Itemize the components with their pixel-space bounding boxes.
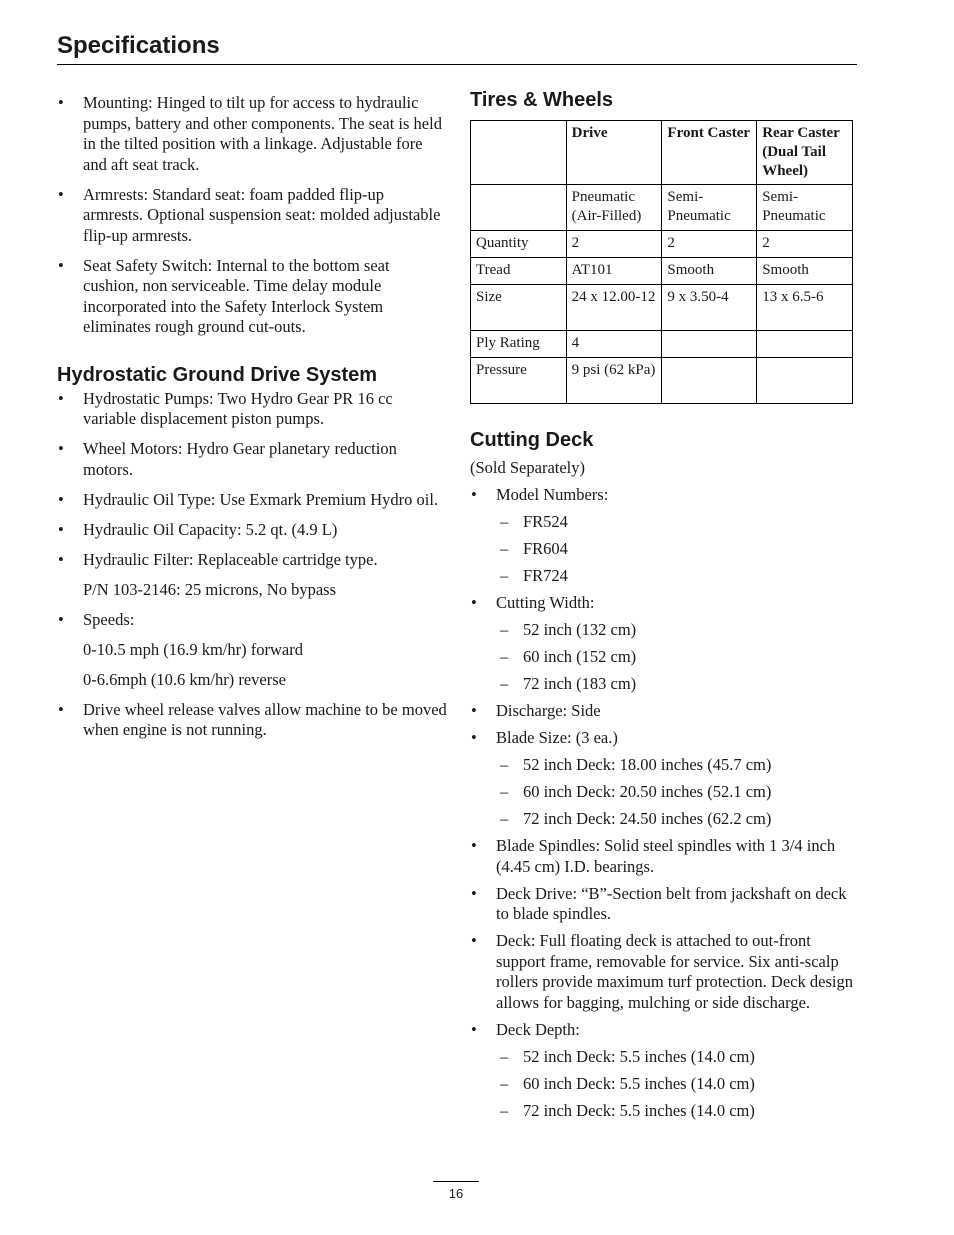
table-cell: [757, 331, 853, 358]
list-item: – 52 inch Deck: 18.00 inches (45.7 cm): [470, 755, 860, 776]
list-item-model-numbers: [470, 485, 860, 506]
table-cell: Ply Rating: [471, 331, 567, 358]
list-item-oil-capacity: • Hydraulic Oil Capacity: 5.2 qt. (4.9 L): [57, 520, 447, 541]
list-item: – FR524: [470, 512, 860, 533]
list-item-speeds: • Speeds:: [57, 610, 447, 631]
page-number: 16: [433, 1181, 479, 1201]
deck-depth-list: [470, 1047, 860, 1122]
table-cell: [662, 331, 757, 358]
table-cell: [757, 358, 853, 404]
width-list: [470, 620, 860, 695]
list-item: – 52 inch (132 cm): [470, 620, 860, 641]
table-row: [471, 331, 853, 358]
list-item-seat-switch: • Seat Safety Switch: Internal to the bottom seat cushion, non serviceable. Time delay module incorporated into the Safety Interlock System eliminates rough ground cut-outs.: [57, 256, 447, 338]
list-item-deck: • Deck: Full floating deck is attached to out-front support frame, removable for service. Six anti-scalp rollers provide maximum turf protection. Deck design allows for bagging, mulching or side discharge.: [470, 931, 860, 1013]
cutting-width-list: [470, 593, 860, 614]
speeds-list: [57, 610, 447, 631]
table-cell: 13 x 6.5-6: [757, 285, 853, 331]
table-cell: [662, 358, 757, 404]
list-item: – 60 inch Deck: 5.5 inches (14.0 cm): [470, 1074, 860, 1095]
cutting-deck-heading: Cutting Deck: [470, 429, 594, 451]
list-item: – 72 inch Deck: 24.50 inches (62.2 cm): [470, 809, 860, 830]
speed-forward: 0-10.5 mph (16.9 km/hr) forward: [83, 639, 303, 659]
list-item-filter: • Hydraulic Filter: Replaceable cartridge type.: [57, 550, 447, 571]
table-cell: AT101: [566, 258, 662, 285]
hydro-spec-list: [57, 389, 447, 571]
table-cell: Tread: [471, 258, 567, 285]
right-column: [470, 88, 860, 1121]
table-header-cell: Front Caster: [662, 121, 757, 185]
tires-header-row: [471, 121, 853, 185]
list-item-release-valves: • Drive wheel release valves allow machine to be moved when engine is not running.: [57, 700, 447, 741]
table-header-cell: [471, 121, 567, 185]
page-title: Specifications: [57, 32, 220, 59]
blade-size-list: [470, 755, 860, 830]
tires-table: [470, 120, 853, 404]
seat-spec-list: [57, 93, 447, 338]
table-row: [471, 285, 853, 331]
list-item-discharge: • Discharge: Side: [470, 701, 860, 722]
model-numbers-label: Model Numbers:: [496, 485, 609, 504]
table-cell: [471, 185, 567, 231]
table-row: [471, 185, 853, 231]
table-cell: 9 x 3.50-4: [662, 285, 757, 331]
table-row: [471, 231, 853, 258]
list-item-deck-depth: • Deck Depth:: [470, 1020, 860, 1041]
list-item-mounting: • Mounting: Hinged to tilt up for access to hydraulic pumps, battery and other components. The seat is held in the tilted position with a linkage. Adjustable fore and aft seat track.: [57, 93, 447, 175]
list-item: – 60 inch (152 cm): [470, 647, 860, 668]
release-list: [57, 700, 447, 741]
list-item-blade-size: • Blade Size: (3 ea.): [470, 728, 860, 749]
table-row: [471, 358, 853, 404]
deck-spec-list: [470, 485, 860, 506]
table-cell: Semi-Pneumatic: [757, 185, 853, 231]
list-item: – 72 inch (183 cm): [470, 674, 860, 695]
list-item-cutting-width: • Cutting Width:: [470, 593, 860, 614]
title-rule: [57, 64, 857, 65]
filter-part-number: P/N 103-2146: 25 microns, No bypass: [83, 579, 336, 599]
list-item-pumps: • Hydrostatic Pumps: Two Hydro Gear PR 16 cc variable displacement piston pumps.: [57, 389, 447, 430]
table-cell: Smooth: [662, 258, 757, 285]
list-item-oil-type: • Hydraulic Oil Type: Use Exmark Premium Hydro oil.: [57, 490, 447, 511]
table-cell: 24 x 12.00-12: [566, 285, 662, 331]
table-cell: 4: [566, 331, 662, 358]
table-cell: Smooth: [757, 258, 853, 285]
table-cell: Pneumatic (Air-Filled): [566, 185, 662, 231]
table-cell: Semi-Pneumatic: [662, 185, 757, 231]
table-cell: Pressure: [471, 358, 567, 404]
table-cell: 2: [566, 231, 662, 258]
table-cell: Quantity: [471, 231, 567, 258]
speed-reverse: 0-6.6mph (10.6 km/hr) reverse: [83, 669, 286, 689]
model-number-list: [470, 512, 860, 587]
table-header-cell: Drive: [566, 121, 662, 185]
list-item: – 52 inch Deck: 5.5 inches (14.0 cm): [470, 1047, 860, 1068]
list-item: – FR604: [470, 539, 860, 560]
deck-detail-list: [470, 836, 860, 1040]
discharge-blade-list: [470, 701, 860, 749]
hydro-heading: Hydrostatic Ground Drive System: [57, 363, 378, 386]
list-item: – 60 inch Deck: 20.50 inches (52.1 cm): [470, 782, 860, 803]
table-header-cell: Rear Caster (Dual Tail Wheel): [757, 121, 853, 185]
table-cell: 2: [662, 231, 757, 258]
table-row: [471, 258, 853, 285]
sold-separately-note: (Sold Separately): [470, 458, 586, 477]
list-item-motors: • Wheel Motors: Hydro Gear planetary reduction motors.: [57, 439, 447, 480]
list-item: – 72 inch Deck: 5.5 inches (14.0 cm): [470, 1101, 860, 1122]
table-cell: Size: [471, 285, 567, 331]
table-cell: 2: [757, 231, 853, 258]
list-item: – FR724: [470, 566, 860, 587]
list-item-deck-drive: • Deck Drive: “B”-Section belt from jackshaft on deck to blade spindles.: [470, 884, 860, 925]
left-column: [57, 93, 447, 741]
table-cell: 9 psi (62 kPa): [566, 358, 662, 404]
list-item-armrests: • Armrests: Standard seat: foam padded flip-up armrests. Optional suspension seat: molded adjustable flip-up armrests.: [57, 185, 447, 247]
list-item-blade-spindles: • Blade Spindles: Solid steel spindles with 1 3/4 inch (4.45 cm) I.D. bearings.: [470, 836, 860, 877]
tires-heading: Tires & Wheels: [470, 89, 614, 111]
